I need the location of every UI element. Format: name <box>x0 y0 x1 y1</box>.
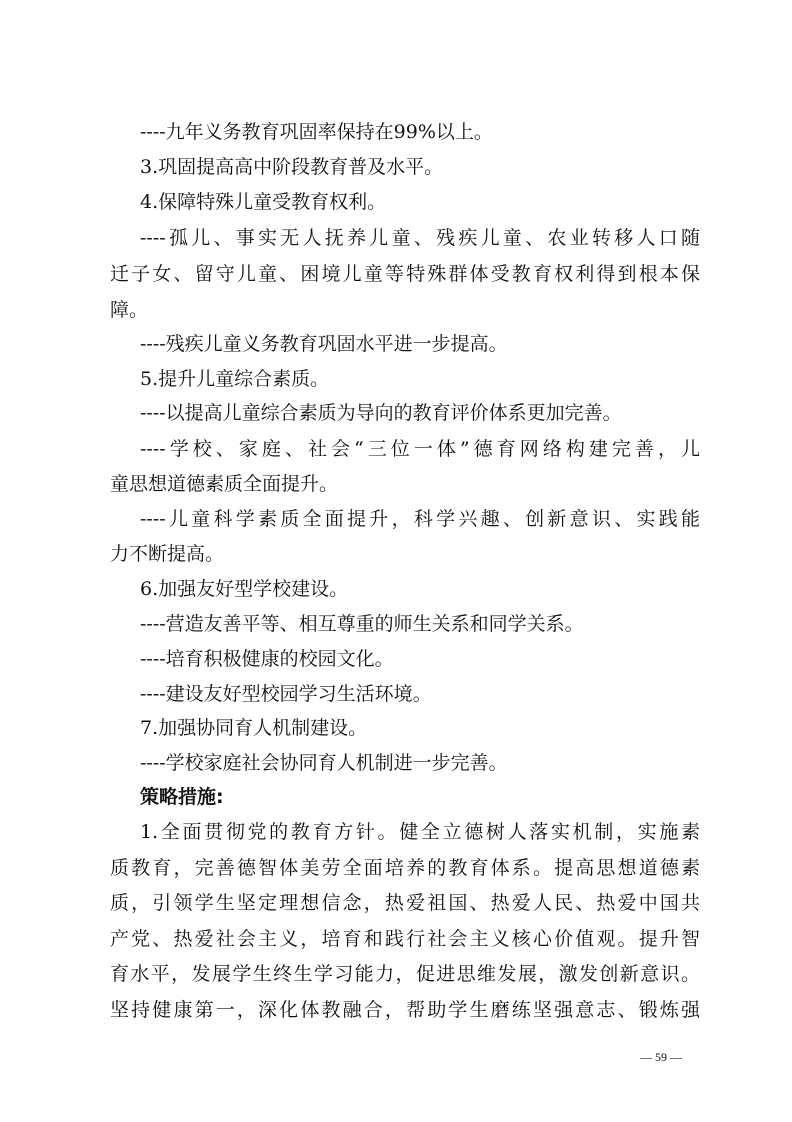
text-line: 育水平，发展学生终生学习能力，促进思维发展，激发创新意识。 <box>110 963 700 985</box>
text-line: ----建设友好型校园学习生活环境。 <box>140 683 432 705</box>
text-line: 产党、热爱社会主义，培育和践行社会主义核心价值观。提升智 <box>110 928 700 950</box>
text-line: ----以提高儿童综合素质为导向的教育评价体系更加完善。 <box>140 402 622 424</box>
text-line: 质，引领学生坚定理想信念，热爱祖国、热爱人民、热爱中国共 <box>110 892 700 914</box>
text-line: ----孤儿、事实无人抚养儿童、残疾儿童、农业转移人口随 <box>140 227 700 249</box>
section-heading: 策略措施: <box>140 786 224 808</box>
text-line: 3.巩固提高高中阶段教育普及水平。 <box>140 156 444 178</box>
text-line: ----儿童科学素质全面提升，科学兴趣、创新意识、实践能 <box>140 508 700 530</box>
text-line: ----残疾儿童义务教育巩固水平进一步提高。 <box>140 333 508 355</box>
page-number: — 59 — <box>640 1050 682 1064</box>
text-line: 5.提升儿童综合素质。 <box>140 368 330 390</box>
text-line: ----营造友善平等、相互尊重的师生关系和同学关系。 <box>140 613 584 635</box>
text-line: ----培育积极健康的校园文化。 <box>140 648 394 670</box>
text-line: 质教育，完善德智体美劳全面培养的教育体系。提高思想道德素 <box>110 857 700 879</box>
text-line: 坚持健康第一，深化体教融合，帮助学生磨练坚强意志、锻炼强 <box>110 999 700 1021</box>
text-line: 童思想道德素质全面提升。 <box>110 473 339 495</box>
text-line: 力不断提高。 <box>110 543 225 565</box>
text-line: 1.全面贯彻党的教育方针。健全立德树人落实机制，实施素 <box>140 821 700 843</box>
text-line: 4.保障特殊儿童受教育权利。 <box>140 191 387 213</box>
text-line: 6.加强友好型学校建设。 <box>140 578 349 600</box>
text-line: ----学校家庭社会协同育人机制进一步完善。 <box>140 752 508 774</box>
text-line: 障。 <box>110 299 149 321</box>
text-line: ----学校、家庭、社会“三位一体”德育网络构建完善，儿 <box>140 438 700 460</box>
text-line: 7.加强协同育人机制建设。 <box>140 717 368 739</box>
text-line: 迁子女、留守儿童、困境儿童等特殊群体受教育权利得到根本保 <box>110 263 700 285</box>
text-line: ----九年义务教育巩固率保持在99%以上。 <box>140 121 493 143</box>
